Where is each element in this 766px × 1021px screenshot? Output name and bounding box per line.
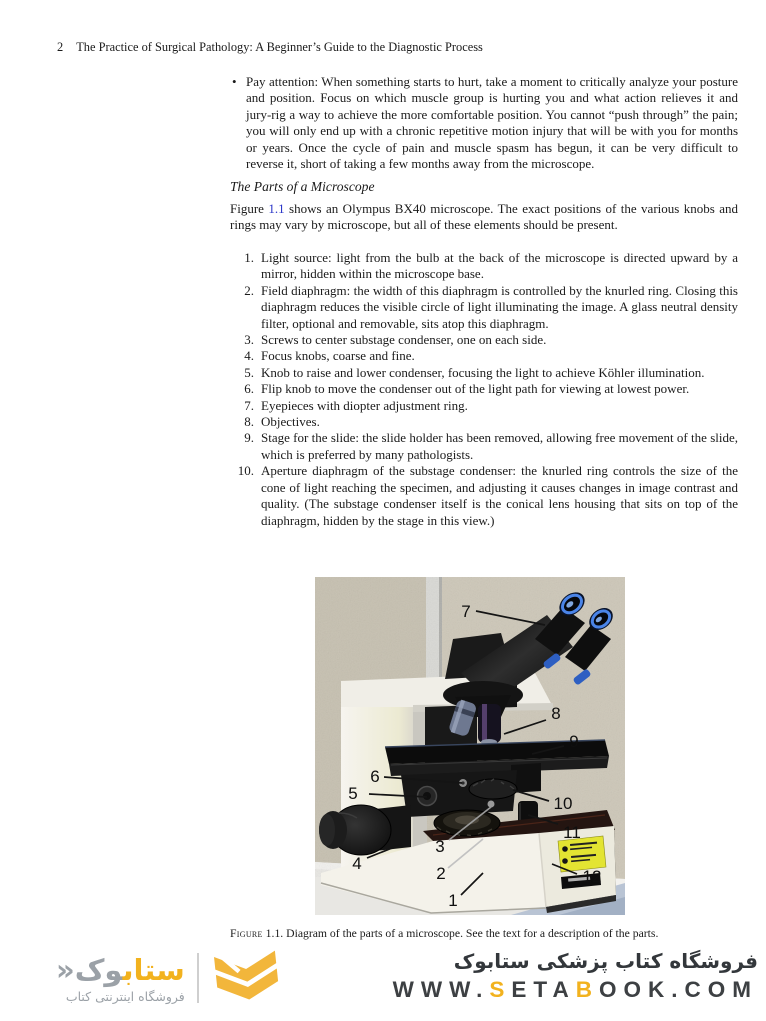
list-item-number: 8. [244,414,254,430]
bullet-paragraph [232,74,738,172]
list-item-text: Aperture diaphragm of the substage condenser: the knurled ring controls the size of the cone of light reaching the specimen, and adjusting it causes changes in image contrast and quality. (The substage condenser itself is the conical lens housing that sits on top of the diaphragm, hidden by the stage in this view.) [261,463,738,528]
footer-store-text [393,946,758,1004]
list-item-text: Light source: light from the bulb at the back of the microscope is directed upward by a mirror, hidden within the microscope base. [261,250,738,282]
list-item-text: Field diaphragm: the width of this diaphragm is controlled by the knurled ring. Closing this diaphragm reduces the visible circle of light illuminating the image. A glass neutral density filter, optional and removable, sits atop this diaphragm. [261,282,738,331]
list-item-number: 6. [244,381,254,397]
figure-caption [230,927,742,941]
setabook-logo [56,950,283,1006]
parts-list [230,250,738,529]
list-item [230,332,738,348]
list-item-number: 1. [244,250,254,265]
part-number-label: 9 [569,732,579,751]
store-title: فروشگاه کتاب پزشکی ستابوک [453,949,758,973]
url-segment: OOK.COM [599,977,758,1002]
list-item [230,250,738,283]
url-segment: ETA [511,977,576,1002]
list-item [230,414,738,430]
url-segment: B [575,977,599,1002]
intro-paragraph [230,201,738,234]
list-item-text: Eyepieces with diopter adjustment ring. [261,397,468,413]
list-item-number: 9. [244,430,254,446]
list-item-number: 5. [244,364,254,380]
objective-lens-center [478,704,501,745]
part-number-label: 4 [352,854,362,873]
part-number-label: 2 [436,864,446,883]
part-number-label: 8 [551,704,561,723]
logo-wordmark [56,953,185,987]
list-item-number: 2. [244,282,254,298]
list-item-number: 4. [244,348,254,364]
centering-screw-side [488,801,495,808]
website-url[interactable] [393,976,758,1004]
list-item [230,365,738,381]
microscope-illustration [315,577,625,915]
figure-reference-link[interactable]: 1.1 [268,201,285,216]
bullet-icon: • [232,74,237,89]
list-item-text: Focus knobs, coarse and fine. [261,348,415,364]
wordmark-gray: وک [74,952,123,987]
condenser-knurled-wheel [469,779,517,799]
running-title: The Practice of Surgical Pathology: A Beginner’s Guide to the Diagnostic Process [76,40,483,54]
part-number-label: 7 [461,602,471,621]
caption-figure-number: 1.1. [262,927,287,940]
list-item [230,463,738,529]
list-item [230,348,738,364]
list-item [230,430,738,463]
part-number-label: 1 [448,891,458,910]
logo-divider [197,953,199,1003]
part-number-label: 12 [582,867,602,886]
list-item [230,283,738,332]
footer-banner [0,944,766,1021]
condenser-knob-center [423,792,431,800]
figure-photo [315,577,625,915]
list-item-text: Screws to center substage condenser, one on each side. [261,332,547,348]
part-number-label: 6 [370,767,380,786]
fine-focus-face [319,814,335,846]
logo-wordmark-block [56,953,185,1004]
list-item-text: Stage for the slide: the slide holder has been removed, allowing free movement of the slide, which is preferred by many pathologists. [261,430,738,462]
list-item-text: Flip knob to move the condenser out of the light path for viewing at lowest power. [261,381,690,397]
list-item-number: 7. [244,397,254,413]
intro-pre: Figure [230,201,269,216]
logo-tagline: فروشگاه اینترنتی کتاب [65,988,185,1004]
list-item-number: 10. [237,463,254,479]
part-number-label: 3 [435,837,445,856]
part-number-label: 5 [348,784,358,803]
part-number-label: 11 [563,823,581,842]
running-header [57,40,483,55]
wordmark-chevron-mark: « [56,952,75,987]
bullet-text: Pay attention: When something starts to hurt, take a moment to critically analyze your posture and position. Focus on which muscle group is hurting you and what action relieves it and jury-rig a way to achieve the more comfortable position. You cannot “push through” the pain; you will only end up with a chronic repetitive motion injury that will be with you for months or years. Once the cycle of pain and muscle spasm has begun, it can be very difficult to reverse it, short of taking a few months away from the microscope. [246,74,738,172]
list-item-number: 3. [244,332,254,348]
section-heading: The Parts of a Microscope [230,179,375,194]
wordmark-yellow: ستاب [122,952,185,987]
list-item-text: Objectives. [261,414,320,430]
list-item [230,398,738,414]
double-chevron-icon [211,950,283,1006]
list-item [230,381,738,397]
caption-figure-word: Figure [230,927,263,940]
list-item-text: Knob to raise and lower condenser, focusing the light to achieve Köhler illumination. [261,364,705,380]
url-segment: WWW. [392,977,490,1002]
part-number-label: 10 [553,794,573,813]
url-segment: S [489,977,512,1002]
page-number: 2 [57,40,64,54]
intro-post: shows an Olympus BX40 microscope. The exact positions of the various knobs and rings may vary by microscope, but all of these elements should be present. [230,201,738,233]
caption-text: Diagram of the parts of a microscope. See the text for a description of the parts. [286,927,659,940]
